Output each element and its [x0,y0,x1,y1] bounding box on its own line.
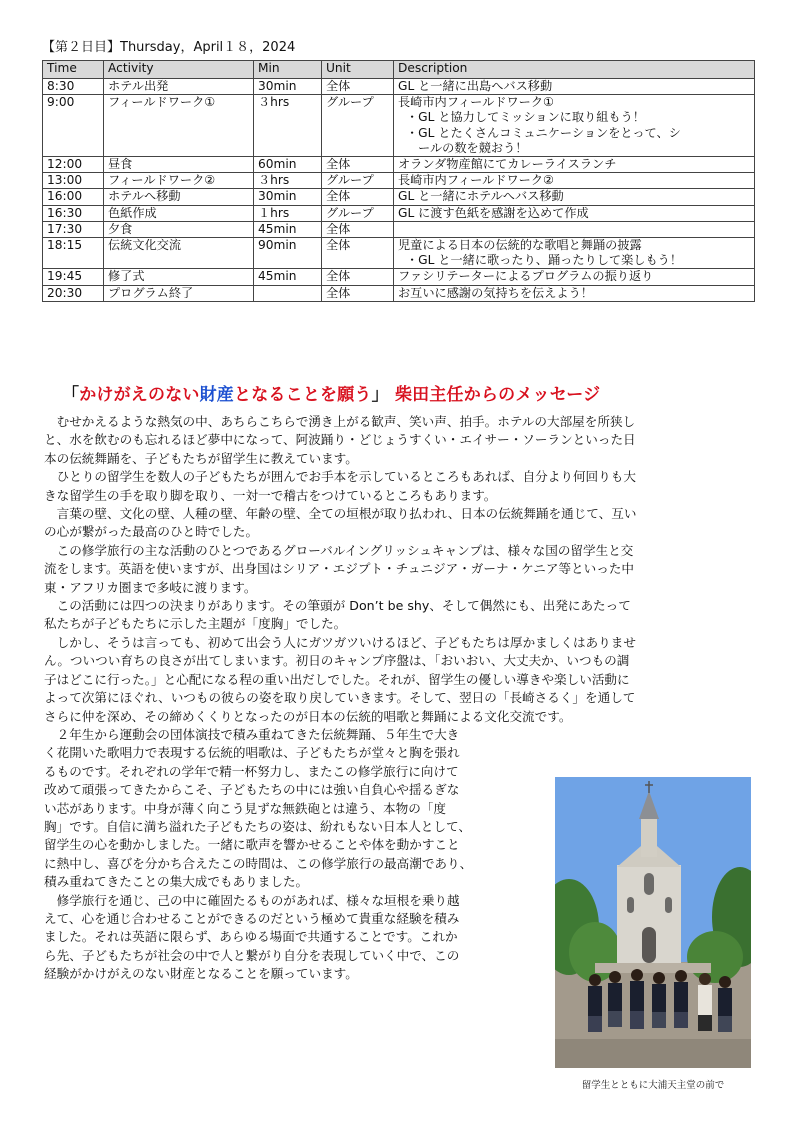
header-time: Time [43,61,104,79]
photo-church-window [627,897,634,913]
cell-min [254,285,322,301]
body-line: 子はどこに行った。」と心配になる程の重い出だしでした。それが、留学生の優しい導きや楽しい活動に [44,671,630,687]
heading-part-2: 財産 [199,385,235,405]
description-line: 長崎市内フィールドワーク② [398,173,554,188]
cell-activity: 夕食 [104,221,254,237]
body-line: この修学旅行の主な活動のひとつであるグローバルイングリッシュキャンプは、様々な国の留学生と交 [44,542,634,558]
table-row [43,189,755,205]
description-line: オランダ物産館にてカレーライスランチ [398,157,617,172]
cell-unit: 全体 [322,269,394,285]
description-line: GL に渡す色紙を感謝を込めて作成 [398,205,589,220]
table-row [43,79,755,95]
cell-min: 60min [254,157,322,173]
heading-part-1: かけがえのない [79,385,200,405]
body-line: 私たちが子どもたちに示した主題が「度胸」でした。 [44,616,347,632]
heading-open-bracket: 「 [62,385,80,405]
body-line: 修学旅行を通じ、己の中に確固たるものがあれば、様々な垣根を乗り越 [44,892,460,908]
description-line: ・GL と一緒に歌ったり、踊ったりして楽しもう！ [406,253,683,268]
cell-activity: プログラム終了 [104,285,254,301]
body-line: と、水を飲むのも忘れるほど夢中になって、阿波踊り・どじょうすくい・エイサー・ソーランといった日 [44,432,636,448]
table-row [43,285,755,301]
table-row [43,269,755,285]
cell-description [394,285,755,301]
cell-description [394,221,755,237]
cell-min: 45min [254,269,322,285]
article-heading [62,384,600,406]
cell-time: 13:00 [43,173,104,189]
body-line: 東・アフリカ圏まで多岐に渡ります。 [44,579,257,595]
photo-illustration [555,777,751,1068]
cell-activity: 修了式 [104,269,254,285]
description-line [398,222,750,237]
description-line: ファシリテーターによるプログラムの振り返り [398,269,654,284]
cell-activity: ホテルへ移動 [104,189,254,205]
cell-min: 45min [254,221,322,237]
cell-activity: ホテル出発 [104,79,254,95]
cell-min: ３hrs [254,95,322,157]
table-row [43,157,755,173]
photo-shadow [555,1039,751,1068]
cell-unit: 全体 [322,157,394,173]
body-line: く花開いた歌唱力で表現する伝統的唱歌は、子どもたちが堂々と胸を張れ [44,745,460,761]
cell-time: 17:30 [43,221,104,237]
church-group-photo [555,777,751,1068]
table-row [43,221,755,237]
cell-unit: グループ [322,173,394,189]
cell-unit: 全体 [322,189,394,205]
cell-time: 8:30 [43,79,104,95]
cell-activity: フィールドワーク① [104,95,254,157]
body-line: ました。それは英語に限らず、あらゆる場面で共通することです。これか [44,929,458,945]
description-line: GL と一緒にホテルへバス移動 [398,189,564,204]
cell-activity: 昼食 [104,157,254,173]
cell-description [394,79,755,95]
description-line: 長崎市内フィールドワーク① [398,95,554,110]
body-line: 留学生の心を動かしました。一緒に歌声を響かせることや体を動かすこと [44,837,460,853]
body-line: るものです。それぞれの学年で精一杯努力し、またこの修学旅行に向けて [44,763,459,779]
cell-description [394,238,755,269]
cell-activity: 色紙作成 [104,205,254,221]
photo-church-tower [641,817,657,857]
cell-description [394,189,755,205]
cell-time: 20:30 [43,285,104,301]
body-line: むせかえるような熱気の中、あちらこちらで湧き上がる歓声、笑い声、拍手。ホテルの大部屋を所狭し [44,414,636,429]
body-line: ん。ついつい育ちの良さが出てしまいます。初日のキャンプ序盤は、「おいおい、大丈夫か、いつもの調 [44,653,630,669]
body-line: 本の伝統舞踊を、子どもたちが留学生に教えています。 [44,450,358,466]
cell-time: 18:15 [43,238,104,269]
cell-time: 16:30 [43,205,104,221]
body-line: えて、心を通じ合わせることができるのだという極めて貴重な経験を積み [44,910,460,926]
body-line: い芯があります。中身が薄く向こう見ずな無鉄砲とは違う、本物の「度 [44,800,446,816]
body-line: しかし、そうは言っても、初めて出会う人にガツガツいけるほど、子どもたちは厚かましくはありませ [44,634,636,650]
cell-description [394,173,755,189]
body-line: に熱中し、喜びを分かち合えたこの時間は、この修学旅行の最高潮であり、 [44,855,473,871]
body-line: ２年生から運動会の団体演技で積み重ねてきた伝統舞踊、５年生で大き [44,726,460,742]
body-line: よって次第にほぐれ、いつもの彼らの姿を取り戻していきます。そして、翌日の「長崎さるく」を通して [44,690,636,706]
header-unit: Unit [322,61,394,79]
table-row [43,205,755,221]
photo-students [588,969,732,1032]
description-line: お互いに感謝の気持ちを伝えよう！ [398,285,593,300]
body-line: 積み重ねてきたことの集大成でもありました。 [44,874,309,890]
header-description: Description [394,61,755,79]
body-line: 流をします。英語を使いますが、出身国はシリア・エジプト・チュニジア・ガーナ・ケニア等といった中 [44,561,635,577]
photo-tree [687,931,743,983]
body-line: ら先、子どもたちが社会の中で人と繋がり自分を表現していく中で、この [44,947,460,963]
body-line: この活動には四つの決まりがあります。その筆頭が Don’t be shy、そして偶然にも、出発にあたって [44,598,631,614]
table-row [43,173,755,189]
cell-time: 19:45 [43,269,104,285]
cell-unit: 全体 [322,285,394,301]
header-min: Min [254,61,322,79]
photo-caption: 留学生とともに大浦天主堂の前で [581,1080,725,1091]
heading-close-bracket: 」 [371,385,389,405]
table-row [43,238,755,269]
cell-min: ３hrs [254,173,322,189]
description-line: GL と一緒に出島へバス移動 [398,79,553,93]
body-line: 胸」です。自信に満ち溢れた子どもたちの姿は、紛れもない日本人として、 [44,818,471,834]
photo-church-door [642,927,656,963]
description-line: ールの数を競おう！ [418,140,528,155]
heading-part-3: となることを願う [234,385,372,405]
schedule-header-row [43,61,755,79]
cell-time: 9:00 [43,95,104,157]
cell-description [394,95,755,157]
schedule-title: 【第２日目】Thursday，April１８，2024 [42,40,296,55]
body-line: ひとりの留学生を数人の子どもたちが囲んでお手本を示しているところもあれば、自分より何回りも大 [44,469,636,485]
description-line: ・GL と協力してミッションに取り組もう！ [406,110,645,125]
cell-time: 12:00 [43,157,104,173]
cell-unit: 全体 [322,79,394,95]
table-row [43,95,755,157]
body-line: 経験がかけがえのない財産となることを願っています。 [44,966,358,982]
photo-church-window [665,897,672,913]
header-activity: Activity [104,61,254,79]
cell-min: 30min [254,79,322,95]
cell-unit: 全体 [322,238,394,269]
body-line: の心が繋がった最高のひと時でした。 [44,524,259,540]
description-line: 児童による日本の伝統的な歌唱と舞踊の披露 [398,238,642,253]
heading-part-4: 柴田主任からのメッセージ [394,385,601,405]
cell-time: 16:00 [43,189,104,205]
cell-activity: 伝統文化交流 [104,238,254,269]
cell-min: １hrs [254,205,322,221]
photo-steps [595,963,711,973]
cell-description [394,269,755,285]
body-line: きな留学生の手を取り脚を取り、一対一で稽古をつけているところもあります。 [44,487,497,503]
cell-min: 30min [254,189,322,205]
body-line: 改めて頑張ってきたからこそ、子どもたちの中には強い自負心や揺るぎな [44,782,460,798]
cell-description [394,157,755,173]
cell-activity: フィールドワーク② [104,173,254,189]
cell-unit: 全体 [322,221,394,237]
body-line: 言葉の壁、文化の壁、人種の壁、年齢の壁、全ての垣根が取り払われ、日本の伝統舞踊を通じて、互い [44,506,637,522]
cell-unit: グループ [322,205,394,221]
description-line: ・GL とたくさんコミュニケーションをとって、シ [406,125,681,140]
photo-church-window [644,873,654,895]
body-line: さらに仲を深め、その締めくくりとなったのが日本の伝統的唱歌と舞踊による文化交流です。 [44,708,572,724]
cell-min: 90min [254,238,322,269]
cell-description [394,205,755,221]
schedule-table [42,60,755,302]
cell-unit: グループ [322,95,394,157]
